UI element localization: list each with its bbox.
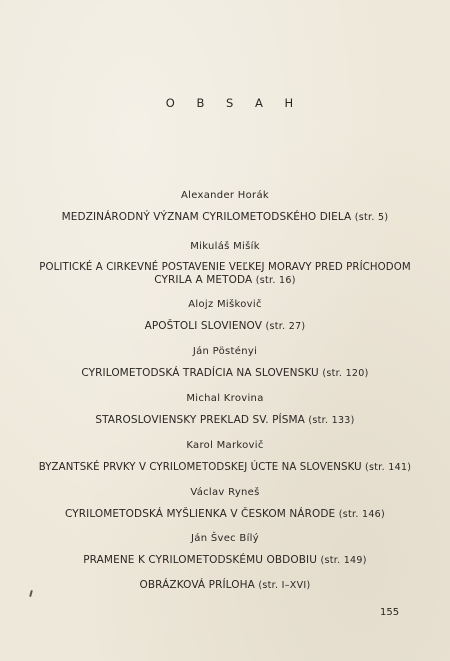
page-number: 155 [380, 607, 400, 618]
entry-title[interactable] [0, 579, 450, 592]
contents-heading: O B S A H [165, 96, 303, 110]
entry-author: Mikuláš Mišík [190, 241, 260, 252]
entry-author: Alojz Miškovič [188, 299, 262, 310]
paper-speck [29, 590, 33, 597]
toc-entry-6 [0, 440, 450, 474]
entry-title[interactable] [0, 414, 450, 427]
entry-title[interactable] [0, 261, 450, 287]
entry-page-ref: (str. 146) [338, 509, 386, 520]
entry-title-line-1: POLITICKÉ A CIRKEVNÉ POSTAVENIE VEĽKEJ MORAVY PRED PRÍCHODOM [39, 262, 411, 273]
entry-page-ref: (str. 141) [365, 462, 412, 473]
entry-title[interactable] [0, 461, 450, 474]
toc-entry-4 [0, 346, 450, 380]
entry-page-ref: (str. 133) [308, 415, 355, 426]
entry-title-text: OBRÁZKOVÁ PRÍLOHA [139, 579, 255, 591]
entry-title[interactable] [0, 508, 450, 521]
entry-title[interactable] [0, 211, 450, 224]
toc-entry-9 [0, 579, 450, 592]
entry-author: Ján Pöstényi [192, 346, 258, 357]
entry-author: Michal Krovina [186, 393, 264, 404]
toc-entry-7 [0, 487, 450, 521]
toc-entry-2 [0, 241, 450, 287]
entry-title-text: APOŠTOLI SLOVIENOV [144, 320, 263, 332]
entry-page-ref: (str. 120) [322, 368, 369, 379]
entry-author: Václav Ryneš [190, 487, 260, 498]
entry-author: Karol Markovič [186, 440, 264, 451]
entry-title-text: BYZANTSKÉ PRVKY V CYRILOMETODSKEJ ÚCTE NA SLOVENSKU [38, 462, 362, 473]
entry-title-line-2: CYRILA A METODA [154, 274, 253, 286]
entry-page-ref: (str. 16) [255, 275, 296, 286]
entry-title-text: STAROSLOVIENSKY PREKLAD SV. PÍSMA [95, 414, 305, 426]
entry-title-text: CYRILOMETODSKÁ TRADÍCIA NA SLOVENSKU [81, 367, 319, 379]
toc-entry-8 [0, 533, 450, 567]
entry-page-ref: (str. 27) [265, 321, 306, 332]
entry-title[interactable] [0, 554, 450, 567]
entry-page-ref: (str. 5) [354, 212, 389, 223]
entry-title-text: PRAMENE K CYRILOMETODSKÉMU OBDOBIU [83, 554, 317, 566]
entry-author: Ján Švec Bílý [191, 533, 259, 544]
toc-entry-5 [0, 393, 450, 427]
entry-title-text: MEDZINÁRODNÝ VÝZNAM CYRILOMETODSKÉHO DIELA [61, 211, 352, 223]
toc-entry-3 [0, 299, 450, 333]
toc-entry-1 [0, 190, 450, 224]
entry-title-text: CYRILOMETODSKÁ MYŠLIENKA V ČESKOM NÁRODE [64, 508, 336, 520]
entry-title[interactable] [0, 320, 450, 333]
entry-page-ref: (str. 149) [320, 555, 367, 566]
entry-title[interactable] [0, 367, 450, 380]
entry-author: Alexander Horák [181, 190, 269, 201]
entry-page-ref: (str. I–XVI) [258, 580, 311, 591]
